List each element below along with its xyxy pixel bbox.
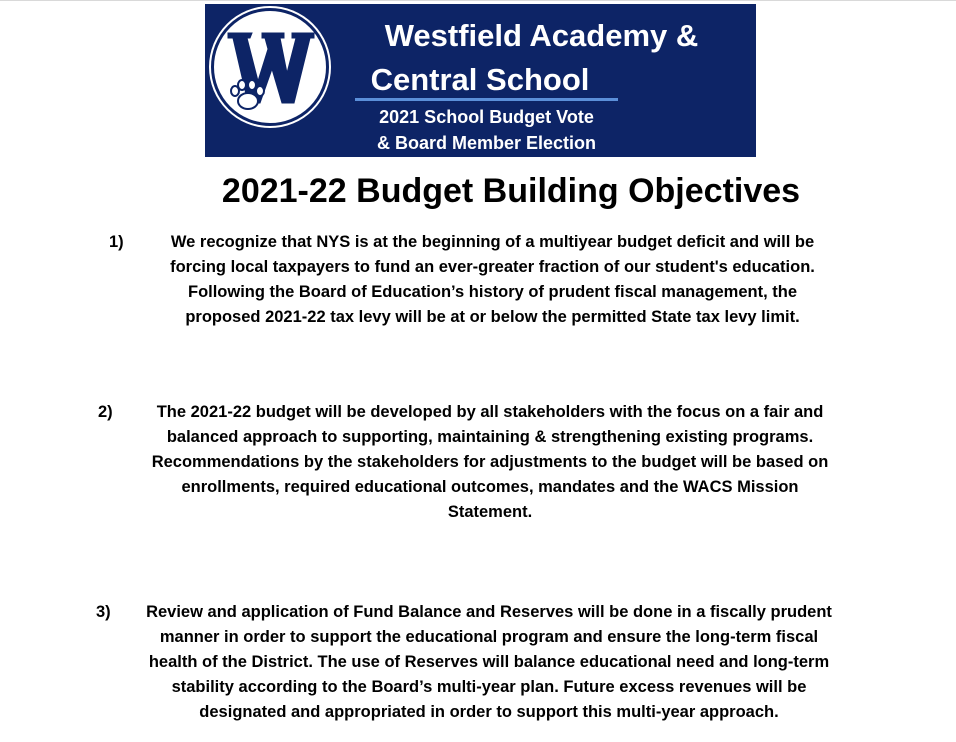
objective-3-line: designated and appropriated in order to support this multi-year approach. (199, 703, 779, 721)
school-name-line2: Central School (370, 62, 590, 97)
objective-2-line: The 2021-22 budget will be developed by all stakeholders with the focus on a fair and (156, 403, 824, 421)
paw-w-logo-icon (214, 11, 326, 123)
objective-1-number: 1) (109, 233, 124, 251)
objective-1-line: We recognize that NYS is at the beginning of a multiyear budget deficit and will be (170, 233, 815, 251)
banner-divider (355, 98, 618, 101)
objective-2-line: enrollments, required educational outcomes, mandates and the WACS Mission (181, 478, 799, 496)
school-logo (211, 8, 329, 126)
objective-2-line: Statement. (447, 503, 533, 521)
objective-3-line: stability according to the Board’s multi-year plan. Future excess revenues will be (171, 678, 807, 696)
objective-3-text (120, 600, 858, 725)
banner-subtitle-line1: 2021 School Budget Vote (379, 107, 594, 127)
banner-subtitle-line2: & Board Member Election (376, 133, 597, 153)
top-divider (0, 0, 956, 1)
objective-3-line: Review and application of Fund Balance and Reserves will be done in a fiscally prudent (146, 603, 832, 621)
objective-1-line: forcing local taxpayers to fund an ever-greater fraction of our student's education. (170, 258, 815, 276)
objective-2-line: Recommendations by the stakeholders for adjustments to the budget will be based on (151, 453, 829, 471)
objective-3-line: manner in order to support the educational program and ensure the long-term fiscal (159, 628, 819, 646)
school-name-line1: Westfield Academy & (384, 18, 699, 53)
objective-1-line: Following the Board of Education’s history of prudent fiscal management, the (187, 283, 798, 301)
objective-3-number: 3) (96, 603, 111, 621)
objective-1-line: proposed 2021-22 tax levy will be at or below the permitted State tax levy limit. (185, 308, 800, 326)
objective-3-line: health of the District. The use of Reserves will balance educational need and long-term (148, 653, 830, 671)
objective-2-line: balanced approach to supporting, maintaining & strengthening existing programs. (166, 428, 814, 446)
objective-2-text (125, 400, 855, 525)
page-title: 2021-22 Budget Building Objectives (221, 172, 801, 210)
objective-1-text (140, 230, 845, 330)
objective-2-number: 2) (98, 403, 113, 421)
school-banner (205, 4, 756, 157)
